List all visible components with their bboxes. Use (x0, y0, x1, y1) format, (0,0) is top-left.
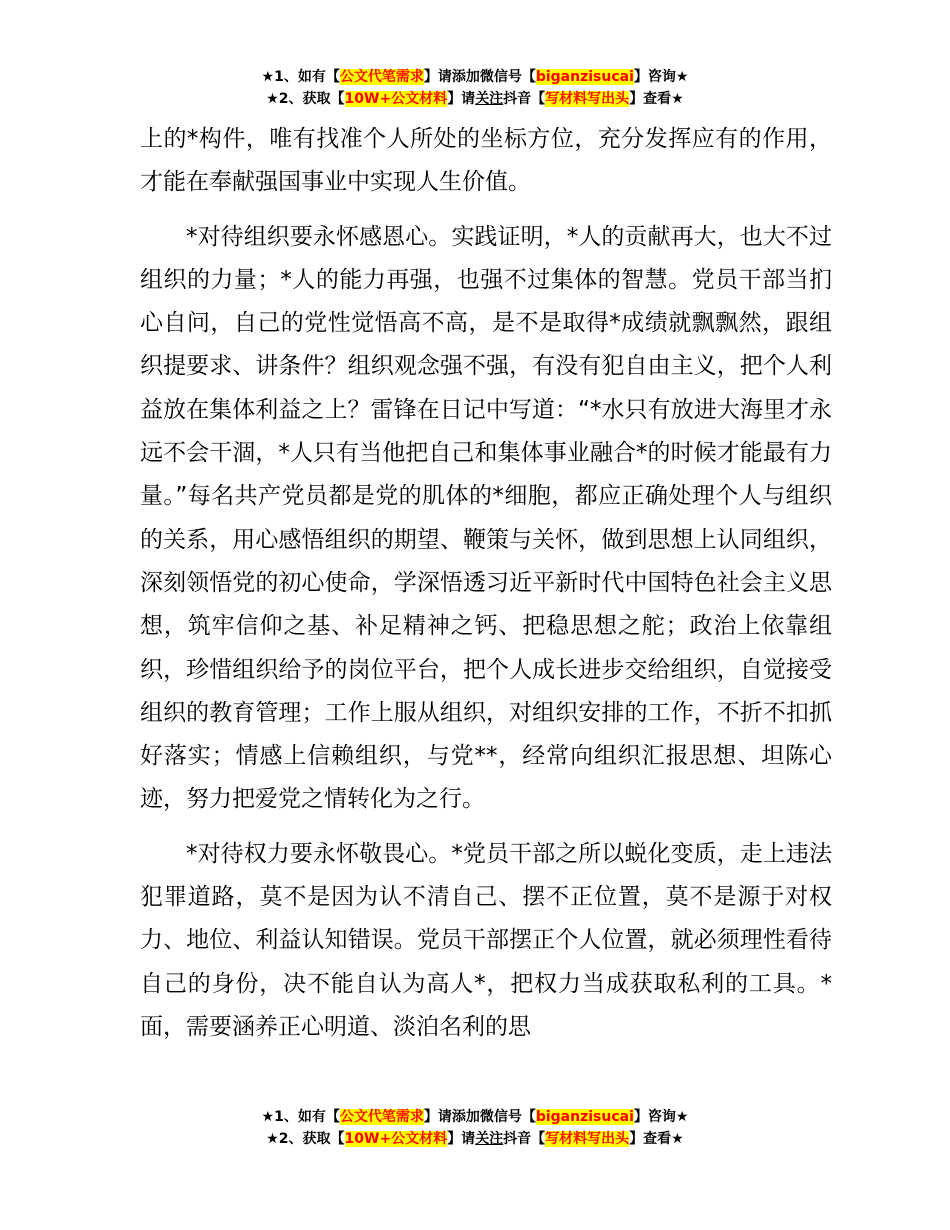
footer-line-1-middle: 】请添加微信号【 (423, 1109, 536, 1125)
footer-line-2-prefix: ★2、获取【 (266, 1131, 345, 1147)
banner-line-1 (0, 66, 950, 88)
banner-line-1-middle: 】请添加微信号【 (423, 69, 536, 85)
banner-highlight-ghostwriting: 公文代笔需求 (339, 69, 424, 85)
footer-line-1-suffix: 】咨询★ (633, 1109, 689, 1125)
footer-banner-line-1 (0, 1106, 950, 1128)
footer-highlight-ghostwriting: 公文代笔需求 (339, 1109, 424, 1125)
footer-line-1-prefix: ★1、如有【 (261, 1109, 340, 1125)
banner-highlight-materials: 10W+公文材料 (344, 91, 448, 107)
paragraph-gratitude-to-organization: *对待组织要永怀感恩心。实践证明，*人的贡献再大，也大不过组织的力量；*人的能力再强，也强不过集体的智慧。党员干部当扪心自问，自己的党性觉悟高不高，是不是取得*成绩就飘飘然，跟组织提要求、讲条件？组织观念强不强，有没有犯自由主义，把个人利益放在集体利益之上？雷锋在日记中写道：“*水只有放进大海里才永远不会干涸，*人只有当他把自己和集体事业融合*的时候才能最有力量。”每名共产党员都是党的肌体的*细胞，都应正确处理个人与组织的关系，用心感悟组织的期望、鞭策与关怀，做到思想上认同组织，深刻领悟党的初心使命，学深悟透习近平新时代中国特色社会主义思想，筑牢信仰之基、补足精神之钙、把稳思想之舵；政治上依靠组织，珍惜组织给予的岗位平台，把个人成长进步交给组织，自觉接受组织的教育管理；工作上服从组织，对组织安排的工作，不折不扣抓好落实；情感上信赖组织，与党**，经常向组织汇报思想、坦陈心迹，努力把爱党之情转化为之行。 (140, 223, 832, 813)
banner-line-2-middle: 】请 (447, 91, 476, 107)
banner-line-1-suffix: 】咨询★ (633, 69, 689, 85)
banner-line-2-prefix: ★2、获取【 (266, 91, 345, 107)
footer-line-2-suffix: 】查看★ (629, 1131, 684, 1147)
footer-banner (0, 1106, 950, 1150)
banner-line-2-suffix: 】查看★ (629, 91, 684, 107)
banner-line-2 (0, 88, 950, 110)
footer-line-2-middle-2: 抖音【 (503, 1131, 546, 1147)
footer-line-2-middle: 】请 (447, 1131, 476, 1147)
footer-highlight-douyin-account: 写材料写出头 (545, 1131, 630, 1147)
header-banner (0, 66, 950, 110)
banner-line-2-middle-2: 抖音【 (503, 91, 546, 107)
footer-highlight-wechat-id: biganzisucai (535, 1109, 634, 1125)
document-body (140, 118, 832, 1049)
footer-highlight-materials: 10W+公文材料 (344, 1131, 448, 1147)
footer-underlined-follow: 关注 (475, 1131, 504, 1147)
banner-highlight-wechat-id: biganzisucai (535, 69, 634, 85)
banner-underlined-follow: 关注 (475, 91, 504, 107)
footer-banner-line-2 (0, 1128, 950, 1150)
banner-highlight-douyin-account: 写材料写出头 (545, 91, 630, 107)
paragraph-reverence-for-power: *对待权力要永怀敬畏心。*党员干部之所以蜕化变质，走上违法犯罪道路，莫不是因为认不清自己、摆不正位置，莫不是源于对权力、地位、利益认知错误。党员干部摆正个人位置，就必须理性看待自己的身份，决不能自认为高人*，把权力当成获取私利的工具。*面，需要涵养正心明道、淡泊名利的思 (140, 840, 832, 1040)
paragraph-continuation: 上的*构件，唯有找准个人所处的坐标方位，充分发挥应有的作用，才能在奉献强国事业中实现人生价值。 (140, 126, 832, 196)
banner-line-1-prefix: ★1、如有【 (261, 69, 340, 85)
